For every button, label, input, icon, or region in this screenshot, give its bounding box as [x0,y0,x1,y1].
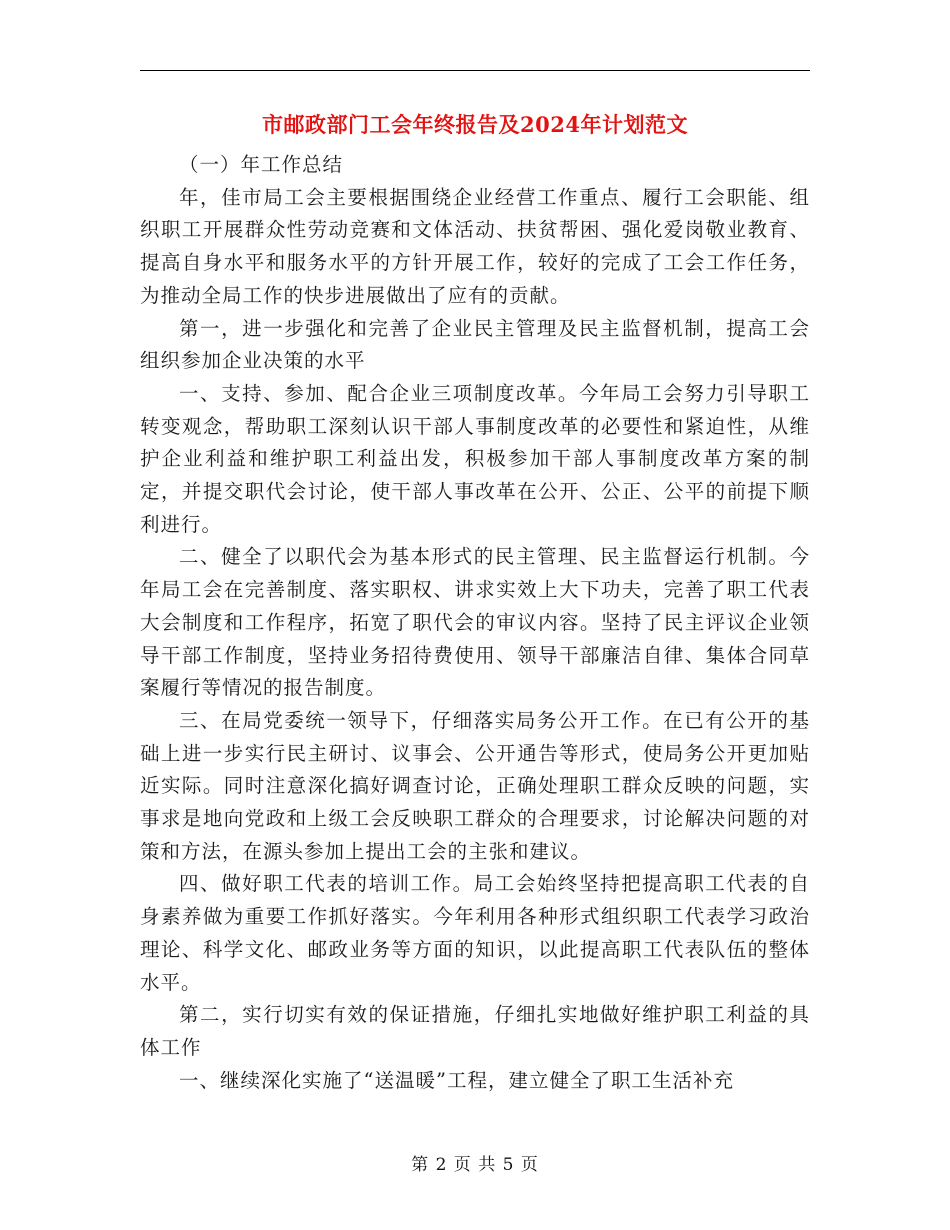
section-heading: （一）年工作总结 [179,153,344,176]
paragraph: 二、健全了以职代会为基本形式的民主管理、民主监督运行机制。今年局工会在完善制度、落实职权、讲求实效上大下功夫，完善了职工代表大会制度和工作程序，拓宽了职代会的审议内容。坚持了民主评议企业领导干部工作制度，坚持业务招待费使用、领导干部廉洁自律、集体合同草案履行等情况的报告制度。 [140,545,810,700]
paragraph: 第二，实行切实有效的保证措施，仔细扎实地做好维护职工利益的具体工作 [140,1003,810,1059]
paragraph: 四、做好职工代表的培训工作。局工会始终坚持把提高职工代表的自身素养做为重要工作抓好落实。今年利用各种形式组织职工代表学习政治理论、科学文化、邮政业务等方面的知识，以此提高职工代表队伍的整体水平。 [140,872,810,994]
paragraph: 一、继续深化实施了“送温暖”工程，建立健全了职工生活补充 [179,1068,734,1092]
document-body [140,149,810,1097]
header-rule [140,70,810,71]
page-number-footer: 第 2 页 共 5 页 [411,1155,539,1175]
paragraph: 一、支持、参加、配合企业三项制度改革。今年局工会努力引导职工转变观念，帮助职工深刻认识干部人事制度改革的必要性和紧迫性，从维护企业利益和维护职工利益出发，积极参加干部人事制度改革方案的制定，并提交职代会讨论，使干部人事改革在公开、公正、公平的前提下顺利进行。 [140,381,810,536]
paragraph: 三、在局党委统一领导下，仔细落实局务公开工作。在已有公开的基础上进一步实行民主研讨、议事会、公开通告等形式，使局务公开更加贴近实际。同时注意深化搞好调查讨论，正确处理职工群众反映的问题，实事求是地向党政和上级工会反映职工群众的合理要求，讨论解决问题的对策和方法，在源头参加上提出工会的主张和建议。 [140,708,810,863]
document-title: 市邮政部门工会年终报告及2024年计划范文 [262,112,688,137]
paragraph: 第一，进一步强化和完善了企业民主管理及民主监督机制，提高工会组织参加企业决策的水平 [140,316,810,373]
paragraph: 年，佳市局工会主要根据围绕企业经营工作重点、履行工会职能、组织职工开展群众性劳动竞赛和文体活动、扶贫帮困、强化爱岗敬业教育、提高自身水平和服务水平的方针开展工作，较好的完成了工会工作任务，为推动全局工作的快步进展做出了应有的贡献。 [140,185,810,307]
